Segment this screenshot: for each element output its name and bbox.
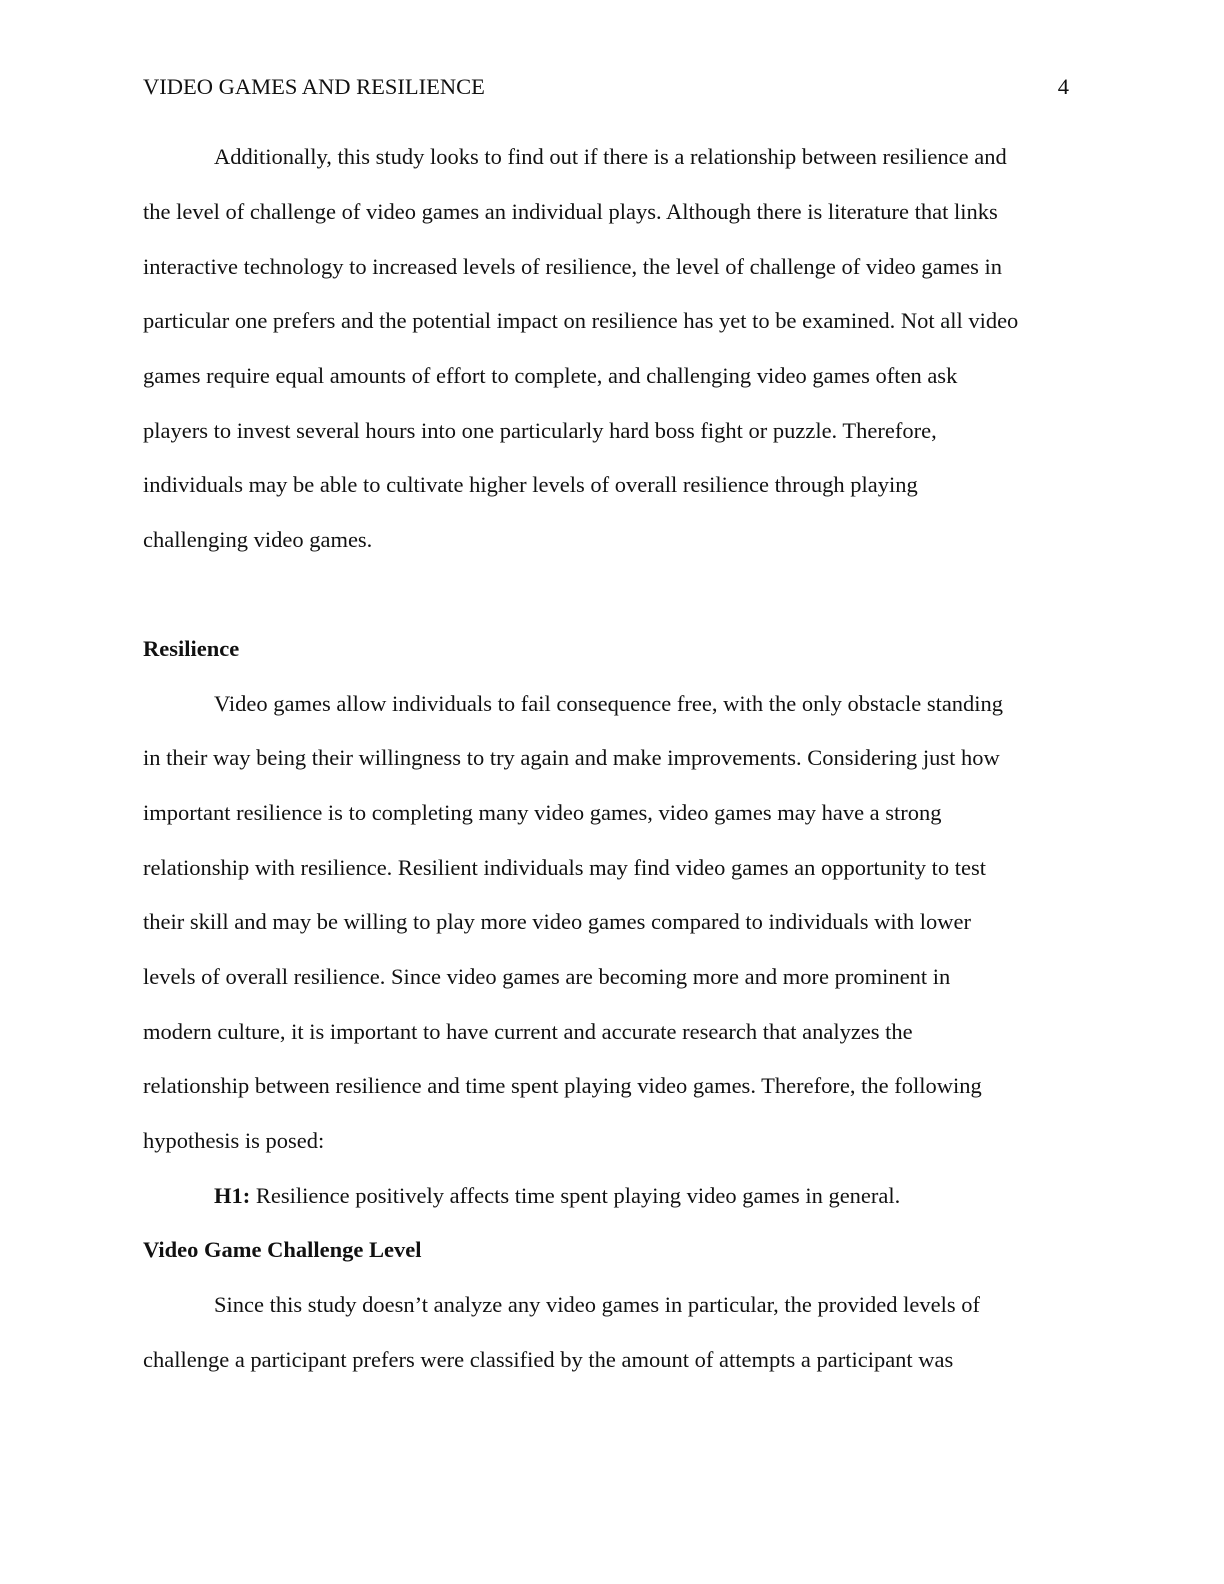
hypothesis <box>214 1181 900 1211</box>
running-head-title: VIDEO GAMES AND RESILIENCE <box>143 74 485 99</box>
paragraph-line: relationship between resilience and time spent playing video games. Therefore, the following <box>143 1073 982 1098</box>
page-number: 4 <box>1057 74 1069 99</box>
paragraph-line: levels of overall resilience. Since video games are becoming more and more prominent in <box>143 964 951 989</box>
paragraph-line: Since this study doesn’t analyze any video games in particular, the provided levels of <box>214 1292 980 1317</box>
paragraph-line: modern culture, it is important to have current and accurate research that analyzes the <box>143 1019 913 1044</box>
paragraph-line: in their way being their willingness to try again and make improvements. Considering just how <box>143 745 1000 770</box>
paragraph-line: players to invest several hours into one particularly hard boss fight or puzzle. Therefore, <box>143 418 937 443</box>
paragraph-line: important resilience is to completing many video games, video games may have a strong <box>143 800 942 825</box>
hypothesis-label: H1: <box>214 1183 251 1208</box>
paragraph-line: interactive technology to increased levels of resilience, the level of challenge of video games in <box>143 254 1003 279</box>
running-head <box>143 73 1069 101</box>
section-heading-challenge-level: Video Game Challenge Level <box>143 1237 422 1262</box>
paragraph-line: challenging video games. <box>143 527 373 552</box>
hypothesis-text: Resilience positively affects time spent playing video games in general. <box>250 1183 901 1208</box>
paragraph-line: hypothesis is posed: <box>143 1128 325 1153</box>
paragraph-line: Additionally, this study looks to find out if there is a relationship between resilience and <box>214 144 1007 169</box>
paragraph-line: challenge a participant prefers were classified by the amount of attempts a participant was <box>143 1347 954 1372</box>
paragraph-line: particular one prefers and the potential impact on resilience has yet to be examined. Not all video <box>143 308 1019 333</box>
paragraph-line: individuals may be able to cultivate higher levels of overall resilience through playing <box>143 472 918 497</box>
paragraph-line: their skill and may be willing to play more video games compared to individuals with lower <box>143 909 971 934</box>
paragraph-line: the level of challenge of video games an individual plays. Although there is literature that links <box>143 199 998 224</box>
paragraph-line: games require equal amounts of effort to complete, and challenging video games often ask <box>143 363 958 388</box>
paragraph-line: Video games allow individuals to fail consequence free, with the only obstacle standing <box>214 691 1004 716</box>
paragraph-line: relationship with resilience. Resilient individuals may find video games an opportunity to test <box>143 855 986 880</box>
section-heading-resilience: Resilience <box>143 636 240 661</box>
